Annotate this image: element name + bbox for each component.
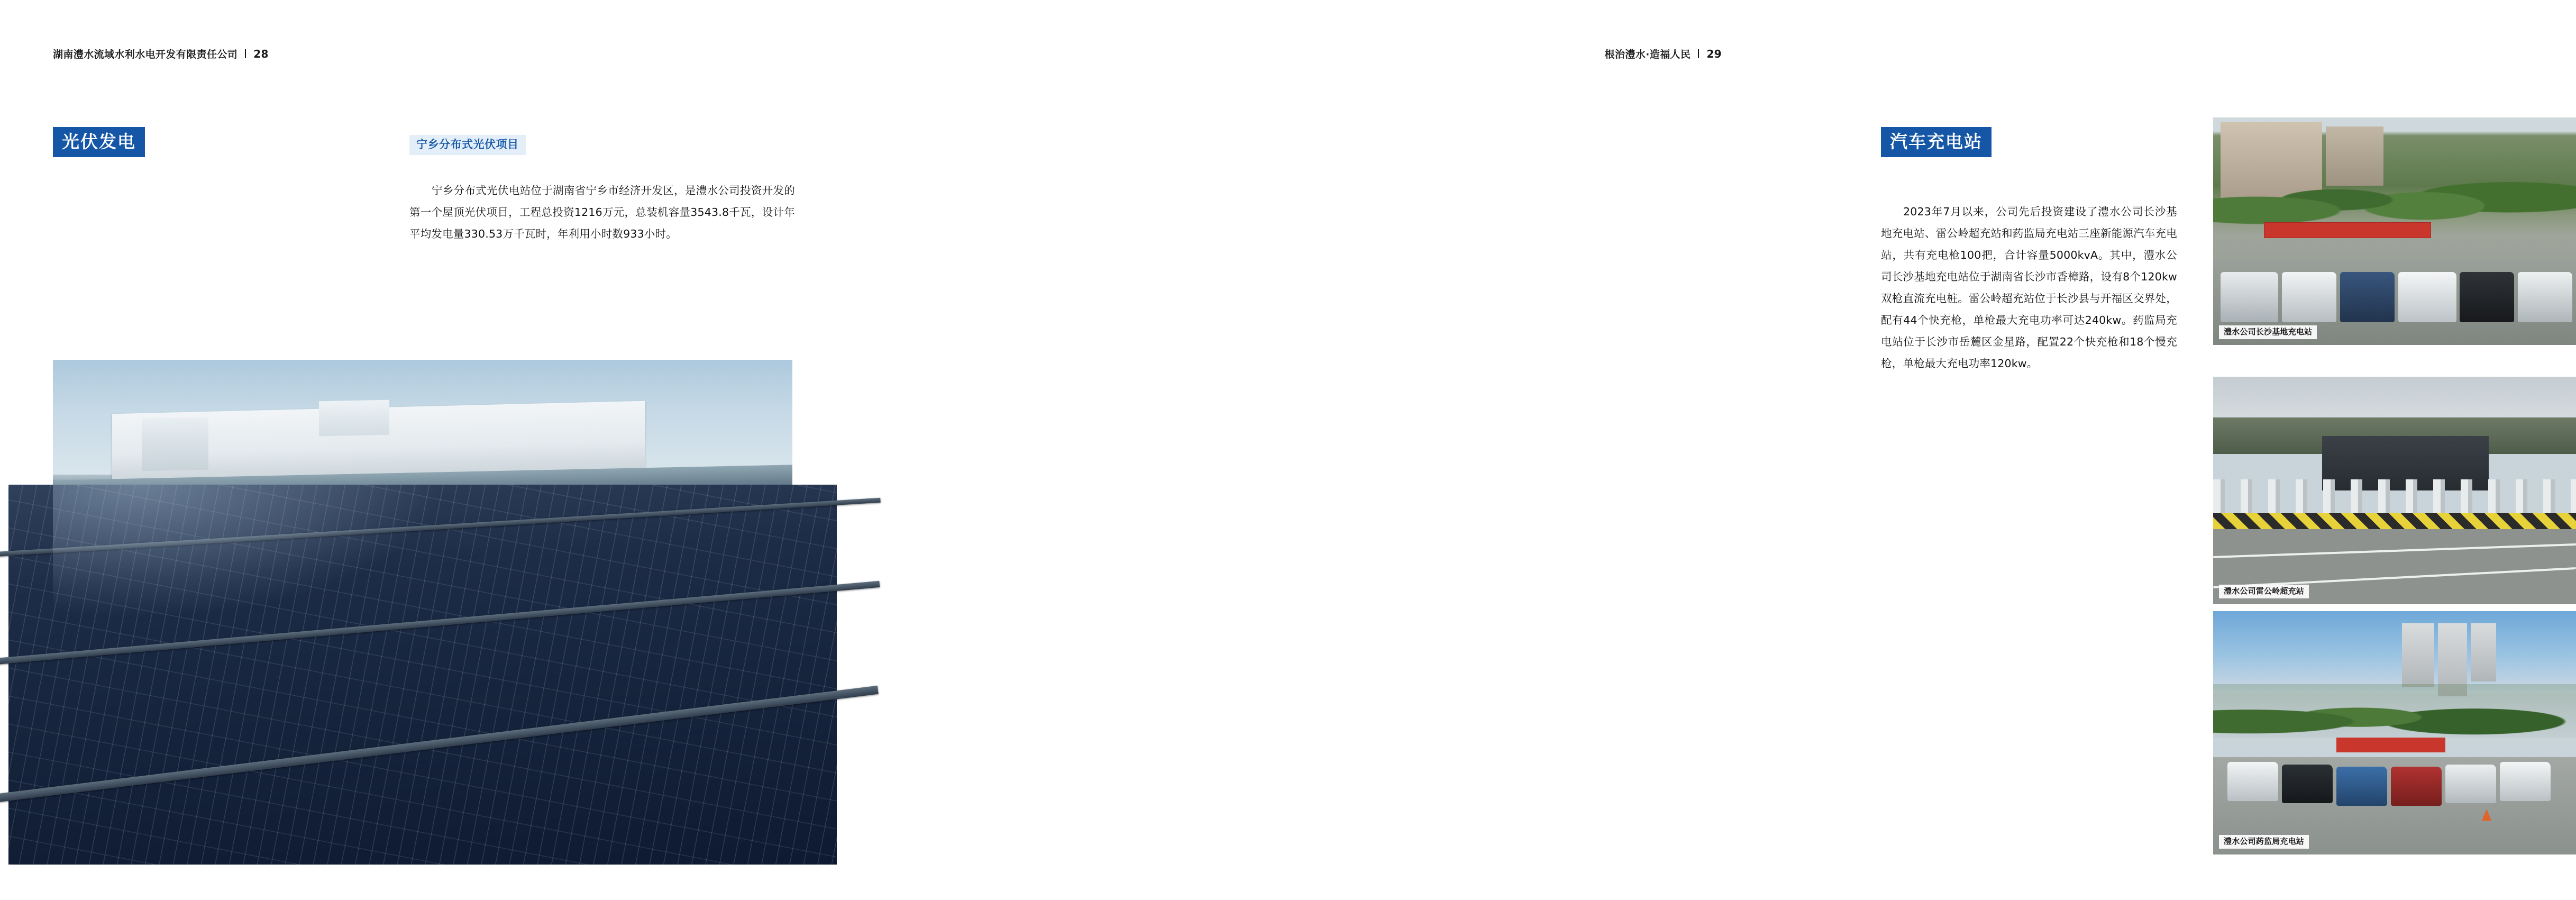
photo-sky: [2213, 611, 2576, 694]
body-text-photovoltaic: 宁乡分布式光伏电站位于湖南省宁乡市经济开发区，是澧水公司投资开发的第一个屋顶光伏项目，工程总投资1216万元，总装机容量3543.8千瓦，设计年平均发电量330.53万千瓦时，年利用小时数933小时。: [409, 184, 795, 240]
body-text-charging-station: 2023年7月以来，公司先后投资建设了澧水公司长沙基地充电站、雷公岭超充站和药监局充电站三座新能源汽车充电站，共有充电枪100把，合计容量5000kvA。其中，澧水公司长沙基地充电站位于湖南省长沙市香樟路，设有8个120kw双枪直流充电桩。雷公岭超充站位于长沙县与开福区交界处，配有44个快充枪，单枪最大充电功率可达240kw。药监局充电站位于长沙市岳麓区金星路，配置22个快充枪和18个慢充枪，单枪最大充电功率120kw。: [1881, 205, 2177, 370]
running-head-right: [1605, 47, 1722, 61]
page-number-left: 28: [253, 47, 269, 60]
photo-car: [2460, 272, 2514, 322]
photo-side-building: [142, 417, 208, 471]
photo-caption: 澧水公司药监局充电站: [2219, 835, 2309, 849]
runhead-divider: [1698, 49, 1699, 58]
runhead-divider: [245, 49, 246, 58]
section-title-charging-station: 汽车充电站: [1881, 127, 1992, 157]
photo-caption: 澧水公司长沙基地充电站: [2219, 325, 2317, 339]
photo-car: [2500, 762, 2551, 801]
photo-leigongling-supercharging-station: [2213, 377, 2576, 604]
photo-roof-structure: [319, 400, 389, 437]
photo-car: [2221, 272, 2279, 322]
photo-traffic-cone: [2482, 809, 2491, 821]
photo-glare: [53, 485, 482, 635]
photo-car: [2518, 272, 2572, 322]
photo-drug-administration-charging-station: [2213, 611, 2576, 854]
photo-car: [2336, 767, 2387, 806]
photo-hazard-curb: [2213, 513, 2576, 529]
photo-car: [2445, 765, 2496, 804]
photo-car: [2340, 272, 2395, 322]
photo-solar-panel-rooftop: [53, 360, 792, 860]
page-number-right: 29: [1706, 47, 1722, 60]
photo-car: [2227, 762, 2278, 801]
photo-car: [2282, 765, 2333, 804]
photo-highrise: [2471, 623, 2496, 681]
running-head-left: [53, 47, 269, 61]
left-page: [0, 0, 887, 900]
photo-highrise: [2402, 623, 2435, 687]
running-head-left-text: 湖南澧水流域水利水电开发有限责任公司: [53, 49, 238, 60]
photo-red-banner: [2264, 222, 2431, 238]
section-title-photovoltaic: 光伏发电: [53, 127, 145, 157]
running-head-right-text: 根治澧水·造福人民: [1604, 49, 1691, 60]
subsection-title-ningxiang: 宁乡分布式光伏项目: [409, 135, 526, 155]
photo-car: [2398, 272, 2456, 322]
photo-changsha-base-charging-station: [2213, 117, 2576, 345]
photo-caption: 澧水公司雷公岭超充站: [2219, 585, 2309, 598]
photo-car: [2391, 767, 2442, 806]
photo-red-banner: [2336, 738, 2445, 752]
right-page: [888, 0, 2313, 900]
photo-car: [2282, 272, 2336, 322]
photo-trees: [2213, 684, 2576, 738]
